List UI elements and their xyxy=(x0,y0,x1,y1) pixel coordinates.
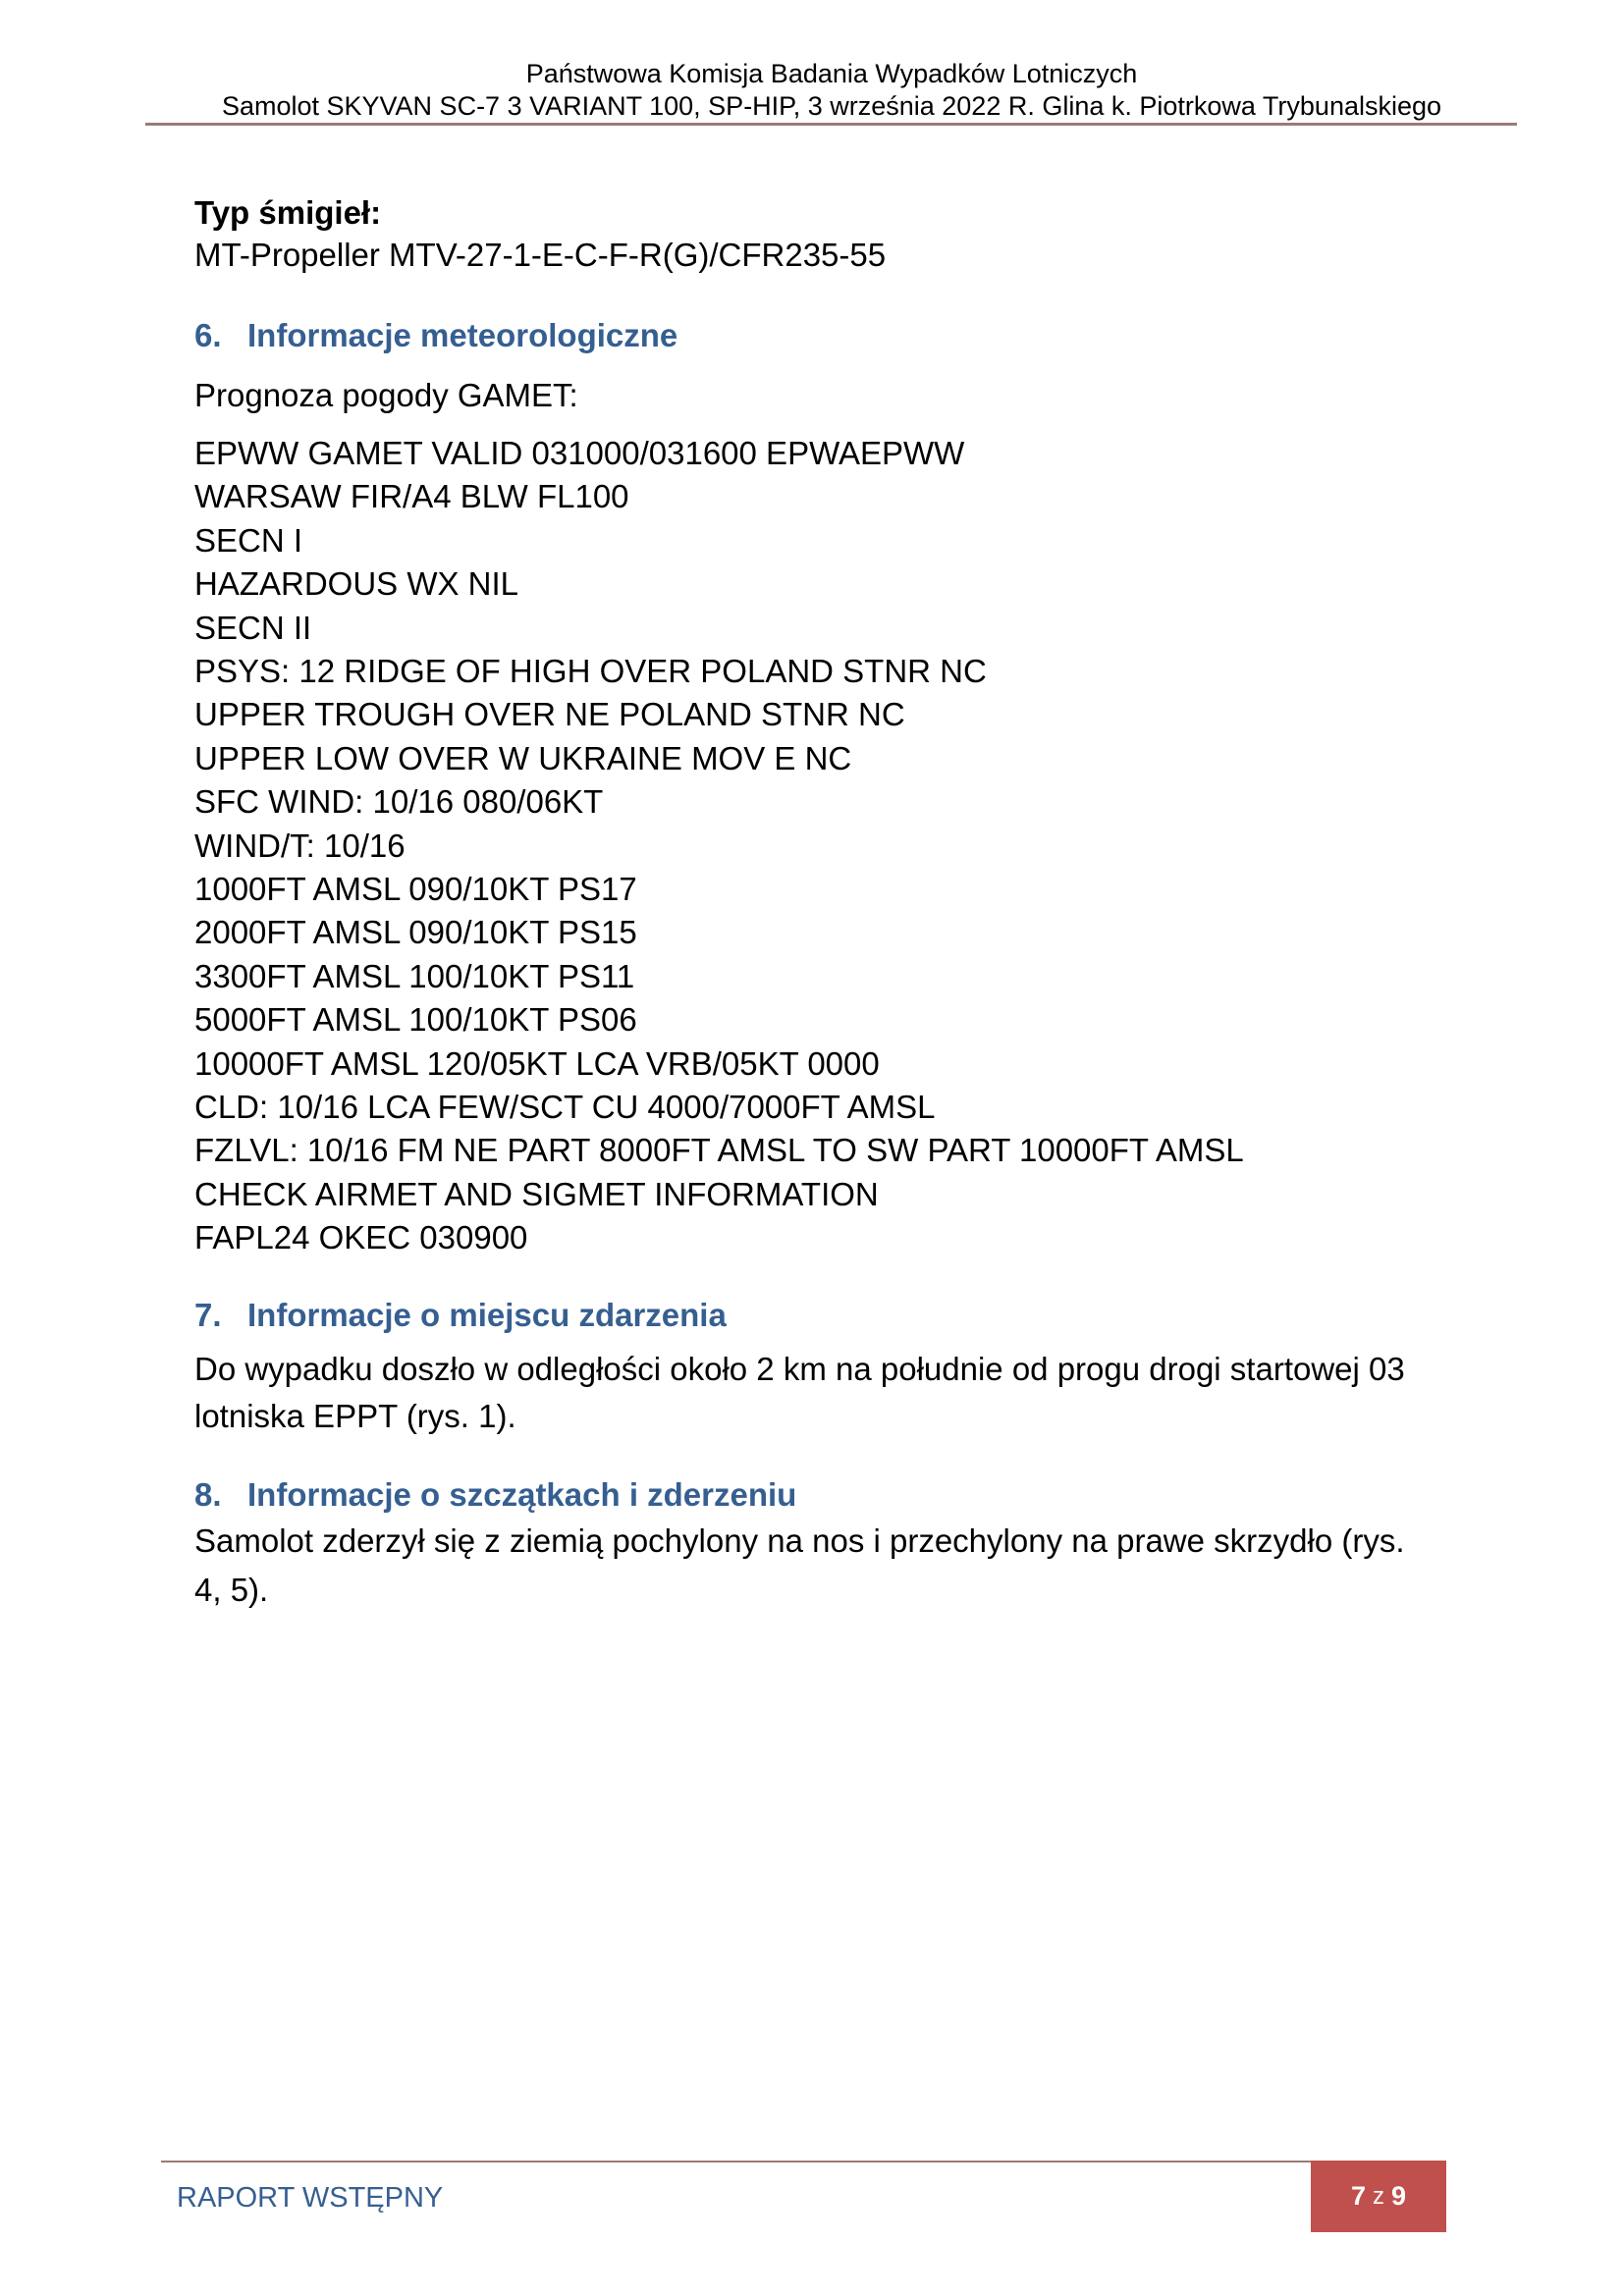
gamet-line: SECN II xyxy=(194,609,312,646)
page-number-badge xyxy=(1311,2161,1446,2232)
gamet-line: 1000FT AMSL 090/10KT PS17 xyxy=(194,871,637,907)
section-7-paragraph-line: Do wypadku doszło w odległości około 2 km na południe od progu drogi startowej 03 xyxy=(194,1351,1405,1387)
section-title: Informacje o miejscu zdarzenia xyxy=(247,1297,727,1333)
section-6-heading xyxy=(194,316,677,355)
gamet-line: EPWW GAMET VALID 031000/031600 EPWAEPWW xyxy=(194,435,965,471)
gamet-line: CHECK AIRMET AND SIGMET INFORMATION xyxy=(194,1175,879,1212)
section-number: 7. xyxy=(194,1297,222,1333)
section-title: Informacje o szczątkach i zderzeniu xyxy=(247,1476,797,1513)
section-7-heading xyxy=(194,1296,727,1335)
page-total: 9 xyxy=(1391,2181,1407,2211)
gamet-line: 3300FT AMSL 100/10KT PS11 xyxy=(194,957,635,994)
gamet-line: UPPER LOW OVER W UKRAINE MOV E NC xyxy=(194,739,852,776)
page-separator: z xyxy=(1373,2182,1384,2210)
gamet-intro: Prognoza pogody GAMET: xyxy=(194,377,578,413)
section-8-paragraph-line: 4, 5). xyxy=(194,1572,269,1608)
section-7-paragraph-line: lotniska EPPT (rys. 1). xyxy=(194,1398,516,1434)
section-8-paragraph-line: Samolot zderzył się z ziemią pochylony na nos i przechylony na prawe skrzydło (rys. xyxy=(194,1522,1405,1559)
gamet-line: FZLVL: 10/16 FM NE PART 8000FT AMSL TO SW PART 10000FT AMSL xyxy=(194,1132,1244,1169)
gamet-line: 2000FT AMSL 090/10KT PS15 xyxy=(194,914,637,951)
section-number: 8. xyxy=(194,1476,222,1513)
gamet-line: SECN I xyxy=(194,521,303,559)
section-number: 6. xyxy=(194,317,222,353)
gamet-line: PSYS: 12 RIDGE OF HIGH OVER POLAND STNR NC xyxy=(194,653,987,689)
gamet-line: HAZARDOUS WX NIL xyxy=(194,565,519,603)
gamet-line: WARSAW FIR/A4 BLW FL100 xyxy=(194,478,629,515)
propeller-value: MT-Propeller MTV-27-1-E-C-F-R(G)/CFR235-55 xyxy=(194,237,887,273)
gamet-line: 5000FT AMSL 100/10KT PS06 xyxy=(194,1001,637,1039)
gamet-line: 10000FT AMSL 120/05KT LCA VRB/05KT 0000 xyxy=(194,1044,880,1082)
header-title: Państwowa Komisja Badania Wypadków Lotniczych xyxy=(525,59,1138,88)
gamet-line: FAPL24 OKEC 030900 xyxy=(194,1219,528,1256)
header-divider xyxy=(145,123,1517,126)
gamet-line: WIND/T: 10/16 xyxy=(194,827,406,864)
gamet-line: CLD: 10/16 LCA FEW/SCT CU 4000/7000FT AMSL xyxy=(194,1089,936,1125)
section-title: Informacje meteorologiczne xyxy=(247,317,678,353)
header-subtitle: Samolot SKYVAN SC-7 3 VARIANT 100, SP-HIP, 3 września 2022 R. Glina k. Piotrkowa Trybunalskiego xyxy=(221,91,1442,121)
gamet-line: SFC WIND: 10/16 080/06KT xyxy=(194,783,604,821)
footer-divider xyxy=(161,2161,1311,2163)
footer-label: RAPORT WSTĘPNY xyxy=(177,2182,444,2214)
propeller-label: Typ śmigieł: xyxy=(194,194,382,231)
page-current: 7 xyxy=(1350,2181,1366,2211)
section-8-heading xyxy=(194,1475,796,1515)
gamet-line: UPPER TROUGH OVER NE POLAND STNR NC xyxy=(194,696,905,733)
